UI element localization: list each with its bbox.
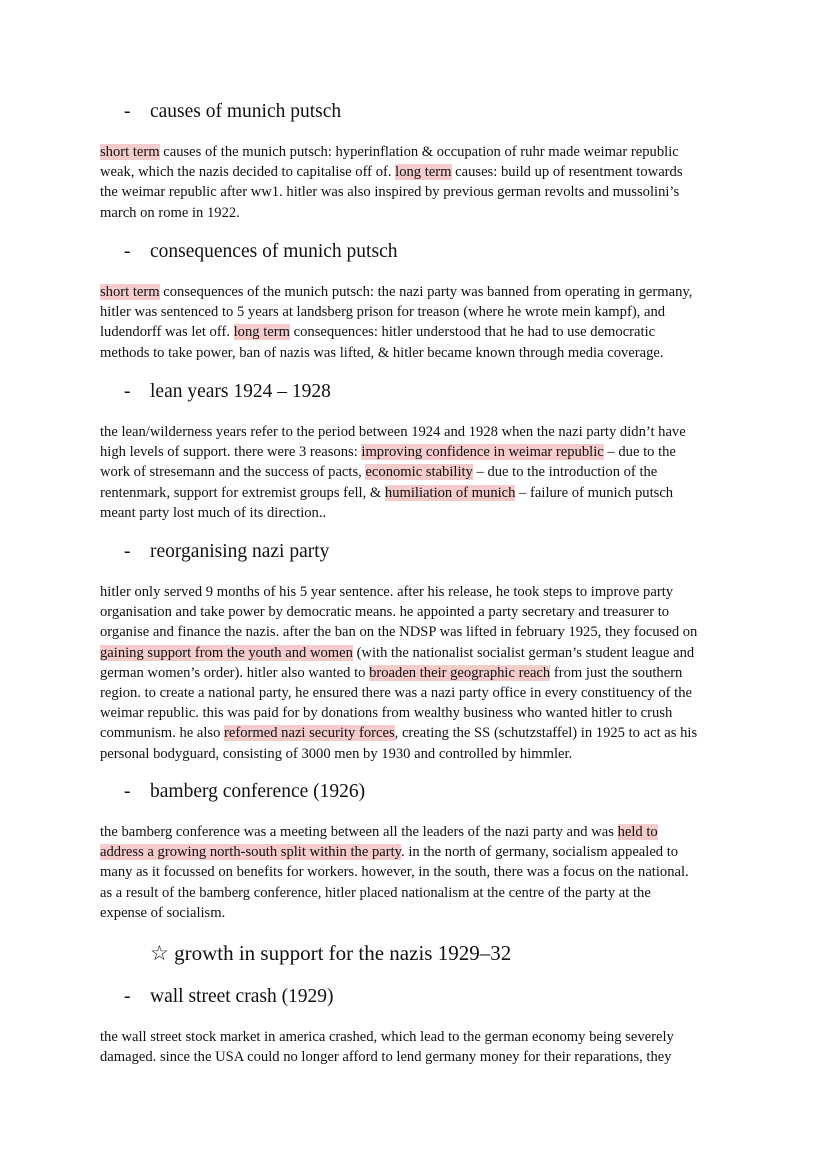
text-line (100, 842, 740, 862)
text-line (100, 422, 740, 442)
text-line (100, 723, 740, 743)
bullet-dash: - (124, 986, 131, 1007)
text-run: high levels of support. there were 3 reasons: (100, 444, 362, 461)
text-run: work of stresemann and the success of pacts, (100, 464, 366, 481)
heading-text: causes of munich putsch (150, 101, 342, 122)
text-run: many as it focussed on benefits for workers. however, in the south, there was a focus on the national. (100, 864, 689, 881)
text-run: damaged. since the USA could no longer afford to lend germany money for their reparations, they (100, 1049, 672, 1066)
highlighted-text: improving confidence in weimar republic (361, 444, 604, 461)
text-line (100, 142, 740, 162)
text-run: personal bodyguard, consisting of 3000 men by 1930 and controlled by himmler. (100, 745, 573, 762)
text-run: hitler only served 9 months of his 5 year sentence. after his release, he took steps to improve party (100, 584, 674, 600)
text-run: march on rome in 1922. (100, 204, 240, 221)
text-run: weak, which the nazis decided to capitalise off of. (100, 164, 396, 181)
text-line (100, 162, 740, 182)
text-line (100, 602, 740, 622)
text-run: the lean/wilderness years refer to the period between 1924 and 1928 when the nazi party didn’t have (100, 424, 686, 440)
highlighted-text: gaining support from the youth and women (100, 644, 353, 661)
text-line (100, 744, 740, 764)
text-line (100, 582, 740, 602)
text-run: expense of socialism. (100, 904, 226, 921)
text-run: rentenmark, support for extremist groups fell, & (100, 484, 385, 501)
bullet-dash: - (124, 381, 131, 402)
chapter-heading-text: growth in support for the nazis 1929–32 (174, 941, 512, 965)
highlighted-text: short term (100, 284, 160, 300)
text-run: weimar republic. this was paid for by donations from wealthy business who wanted hitler to crush (100, 705, 673, 722)
text-line (100, 442, 740, 462)
text-line (100, 503, 740, 523)
highlighted-text: long term (395, 164, 452, 181)
heading-text: consequences of munich putsch (150, 241, 398, 262)
text-run: causes: build up of resentment towards (451, 164, 683, 181)
paragraph (100, 142, 740, 223)
section-heading (124, 100, 341, 124)
text-run: the weimar republic after ww1. hitler was also inspired by previous german revolts and mussolini’s (100, 184, 680, 201)
highlighted-text: address a growing north-south split within the party (100, 844, 402, 861)
text-run: communism. he also (100, 725, 225, 742)
text-line (100, 903, 740, 923)
text-line (100, 883, 740, 903)
text-run: from just the southern (550, 664, 683, 681)
text-line (100, 622, 740, 642)
text-run: german women’s order). hitler also wanted to (100, 664, 370, 681)
bullet-dash: - (124, 101, 131, 122)
text-run: – due to the introduction of the (472, 464, 658, 481)
bullet-dash: - (124, 241, 131, 262)
paragraph (100, 582, 740, 764)
highlighted-text: economic stability (365, 464, 473, 481)
text-line (100, 703, 740, 723)
text-run: the wall street stock market in america crashed, which lead to the german economy being severely (100, 1029, 674, 1045)
text-line (100, 343, 740, 363)
paragraph (100, 282, 740, 363)
text-line (100, 462, 740, 482)
text-line (100, 203, 740, 223)
section-heading (124, 985, 334, 1009)
paragraph (100, 1027, 740, 1067)
highlighted-text: short term (100, 144, 160, 160)
highlighted-text: broaden their geographic reach (369, 664, 551, 681)
chapter-heading (150, 940, 511, 966)
text-line (100, 862, 740, 882)
section-heading (124, 240, 397, 264)
text-line (100, 322, 740, 342)
star-icon: ☆ (150, 941, 175, 965)
heading-text: lean years 1924 – 1928 (150, 381, 331, 402)
text-run: – failure of munich putsch (515, 484, 674, 501)
text-line (100, 1047, 740, 1067)
text-run: , creating the SS (schutzstaffel) in 1925 to act as his (394, 725, 698, 742)
text-run: meant party lost much of its direction.. (100, 504, 327, 521)
text-run: organise and finance the nazis. after the ban on the NDSP was lifted in february 1925, they focused on (100, 624, 698, 641)
text-run: region. to create a national party, he ensured there was a nazi party office in every constituency of the (100, 685, 693, 702)
heading-text: reorganising nazi party (150, 541, 330, 562)
paragraph (100, 422, 740, 523)
text-run: the bamberg conference was a meeting between all the leaders of the nazi party and was (100, 824, 618, 840)
text-line (100, 822, 740, 842)
text-run: consequences: hitler understood that he had to use democratic (289, 324, 656, 341)
highlighted-text: humiliation of munich (384, 484, 516, 501)
text-line (100, 182, 740, 202)
text-run: ludendorff was let off. (100, 324, 234, 341)
text-run: hitler was sentenced to 5 years at landsberg prison for treason (where he wrote mein kampf), and (100, 304, 666, 321)
text-run: methods to take power, ban of nazis was lifted, & hitler became known through media coverage. (100, 344, 664, 361)
highlighted-text: held to (617, 824, 658, 840)
text-run: . in the north of germany, socialism appealed to (401, 844, 679, 861)
bullet-dash: - (124, 781, 131, 802)
bullet-dash: - (124, 541, 131, 562)
text-run: organisation and take power by democratic means. he appointed a party secretary and treasurer to (100, 604, 670, 621)
text-run: as a result of the bamberg conference, hitler placed nationalism at the centre of the party at the (100, 884, 651, 901)
section-heading (124, 540, 329, 564)
text-line (100, 282, 740, 302)
text-run: consequences of the munich putsch: the nazi party was banned from operating in germany, (159, 284, 693, 300)
text-line (100, 643, 740, 663)
text-line (100, 483, 740, 503)
text-line (100, 1027, 740, 1047)
text-run: causes of the munich putsch: hyperinflation & occupation of ruhr made weimar republic (159, 144, 679, 160)
text-run: – due to the (603, 444, 676, 461)
text-run: (with the nationalist socialist german’s student league and (352, 644, 695, 661)
text-line (100, 302, 740, 322)
heading-text: bamberg conference (1926) (150, 781, 366, 802)
heading-text: wall street crash (1929) (150, 986, 334, 1007)
highlighted-text: long term (233, 324, 290, 341)
paragraph (100, 822, 740, 923)
text-line (100, 683, 740, 703)
section-heading (124, 380, 331, 404)
text-line (100, 663, 740, 683)
highlighted-text: reformed nazi security forces (224, 725, 395, 742)
section-heading (124, 780, 365, 804)
